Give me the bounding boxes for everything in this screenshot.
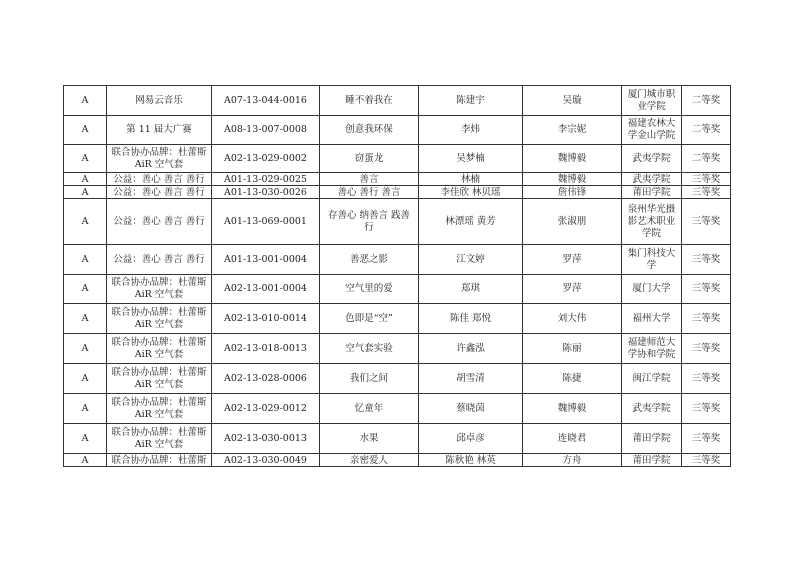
authors-cell: 陈建宇 (419, 86, 523, 116)
category-cell: A (64, 304, 107, 334)
table-row (64, 334, 731, 364)
entry-code-cell: A02-13-018-0013 (212, 334, 320, 364)
brand-cell: 联合协办品牌：杜蕾斯 AiR 空气套 (107, 334, 212, 364)
work-title-cell: 存善心 纳善言 践善 行 (320, 199, 419, 245)
work-title-cell: 创意我环保 (320, 116, 419, 145)
advisor-cell: 詹伟锋 (523, 186, 622, 199)
authors-cell: 林楠 (419, 173, 523, 186)
entry-code-cell: A02-13-001-0004 (212, 275, 320, 304)
advisor-cell: 刘大伟 (523, 304, 622, 334)
advisor-cell: 方舟 (523, 454, 622, 467)
award-cell: 三等奖 (682, 394, 731, 424)
awards-table-body (64, 86, 731, 467)
category-cell: A (64, 145, 107, 173)
entry-code-cell: A02-13-029-0002 (212, 145, 320, 173)
entry-code-cell: A01-13-029-0025 (212, 173, 320, 186)
award-cell: 二等奖 (682, 116, 731, 145)
category-cell: A (64, 186, 107, 199)
authors-cell: 邱卓彦 (419, 424, 523, 454)
school-cell: 福州大学 (622, 304, 682, 334)
entry-code-cell: A02-13-029-0012 (212, 394, 320, 424)
category-cell: A (64, 199, 107, 245)
school-cell: 武夷学院 (622, 394, 682, 424)
authors-cell: 李佳欣 林贝瑶 (419, 186, 523, 199)
entry-code-cell: A01-13-069-0001 (212, 199, 320, 245)
table-row (64, 199, 731, 245)
table-row (64, 145, 731, 173)
authors-cell: 蔡晓茵 (419, 394, 523, 424)
table-row (64, 245, 731, 275)
school-cell: 莆田学院 (622, 186, 682, 199)
school-cell: 莆田学院 (622, 454, 682, 467)
category-cell: A (64, 275, 107, 304)
table-row (64, 364, 731, 394)
award-cell: 三等奖 (682, 364, 731, 394)
award-cell: 三等奖 (682, 304, 731, 334)
work-title-cell: 空气里的爱 (320, 275, 419, 304)
category-cell: A (64, 424, 107, 454)
brand-cell: 联合协办品牌：杜蕾斯 AiR 空气套 (107, 145, 212, 173)
award-cell: 三等奖 (682, 199, 731, 245)
work-title-cell: 善心 善行 善言 (320, 186, 419, 199)
advisor-cell: 魏博毅 (523, 145, 622, 173)
brand-cell: 联合协办品牌：杜蕾斯 AiR 空气套 (107, 424, 212, 454)
award-cell: 三等奖 (682, 454, 731, 467)
brand-cell: 联合协办品牌：杜蕾斯 AiR 空气套 (107, 275, 212, 304)
authors-cell: 陈秋艳 林英 (419, 454, 523, 467)
table-row (64, 424, 731, 454)
school-cell: 集门科技大 学 (622, 245, 682, 275)
school-cell: 武夷学院 (622, 173, 682, 186)
entry-code-cell: A02-13-028-0006 (212, 364, 320, 394)
advisor-cell: 李宗妮 (523, 116, 622, 145)
authors-cell: 许鑫泓 (419, 334, 523, 364)
award-cell: 三等奖 (682, 275, 731, 304)
table-row (64, 86, 731, 116)
work-title-cell: 色即是“空” (320, 304, 419, 334)
brand-cell: 公益：善心 善言 善行 (107, 199, 212, 245)
authors-cell: 胡雪清 (419, 364, 523, 394)
entry-code-cell: A01-13-001-0004 (212, 245, 320, 275)
award-cell: 三等奖 (682, 245, 731, 275)
award-cell: 三等奖 (682, 334, 731, 364)
entry-code-cell: A07-13-044-0016 (212, 86, 320, 116)
school-cell: 厦门大学 (622, 275, 682, 304)
brand-cell: 联合协办品牌：杜蕾斯 AiR 空气套 (107, 394, 212, 424)
school-cell: 闽江学院 (622, 364, 682, 394)
school-cell: 武夷学院 (622, 145, 682, 173)
category-cell: A (64, 394, 107, 424)
award-cell: 二等奖 (682, 86, 731, 116)
school-cell: 泉州华光摄 影艺术职业 学院 (622, 199, 682, 245)
work-title-cell: 善言 (320, 173, 419, 186)
brand-cell: 公益：善心 善言 善行 (107, 245, 212, 275)
school-cell: 福建农林大 学金山学院 (622, 116, 682, 145)
authors-cell: 吴梦楠 (419, 145, 523, 173)
school-cell: 莆田学院 (622, 424, 682, 454)
category-cell: A (64, 364, 107, 394)
entry-code-cell: A02-13-030-0049 (212, 454, 320, 467)
category-cell: A (64, 245, 107, 275)
work-title-cell: 睡不着我在 (320, 86, 419, 116)
brand-cell: 联合协办品牌：杜蕾斯 AiR 空气套 (107, 304, 212, 334)
table-row (64, 454, 731, 467)
authors-cell: 李炜 (419, 116, 523, 145)
table-row (64, 304, 731, 334)
work-title-cell: 窃蛋龙 (320, 145, 419, 173)
advisor-cell: 魏博毅 (523, 173, 622, 186)
brand-cell: 第 11 届大广赛 (107, 116, 212, 145)
brand-cell: 联合协办品牌：杜蕾斯 (107, 454, 212, 467)
work-title-cell: 忆童年 (320, 394, 419, 424)
brand-cell: 公益：善心 善言 善行 (107, 173, 212, 186)
work-title-cell: 空气套实验 (320, 334, 419, 364)
category-cell: A (64, 86, 107, 116)
entry-code-cell: A01-13-030-0026 (212, 186, 320, 199)
school-cell: 厦门城市职 业学院 (622, 86, 682, 116)
advisor-cell: 陈丽 (523, 334, 622, 364)
table-row (64, 116, 731, 145)
brand-cell: 联合协办品牌：杜蕾斯 AiR 空气套 (107, 364, 212, 394)
brand-cell: 网易云音乐 (107, 86, 212, 116)
table-row (64, 173, 731, 186)
advisor-cell: 张淑朋 (523, 199, 622, 245)
school-cell: 福建师范大 学协和学院 (622, 334, 682, 364)
authors-cell: 陈佳 郑悦 (419, 304, 523, 334)
award-cell: 三等奖 (682, 173, 731, 186)
authors-cell: 郑琪 (419, 275, 523, 304)
brand-cell: 公益：善心 善言 善行 (107, 186, 212, 199)
advisor-cell: 魏博毅 (523, 394, 622, 424)
entry-code-cell: A02-13-010-0014 (212, 304, 320, 334)
work-title-cell: 我们之间 (320, 364, 419, 394)
table-row (64, 275, 731, 304)
award-cell: 三等奖 (682, 424, 731, 454)
award-cell: 三等奖 (682, 186, 731, 199)
category-cell: A (64, 173, 107, 186)
table-row (64, 186, 731, 199)
category-cell: A (64, 454, 107, 467)
advisor-cell: 陈捷 (523, 364, 622, 394)
entry-code-cell: A02-13-030-0013 (212, 424, 320, 454)
awards-table (63, 85, 731, 467)
work-title-cell: 亲密爱人 (320, 454, 419, 467)
category-cell: A (64, 334, 107, 364)
advisor-cell: 罗萍 (523, 275, 622, 304)
authors-cell: 江文婷 (419, 245, 523, 275)
table-row (64, 394, 731, 424)
category-cell: A (64, 116, 107, 145)
advisor-cell: 罗萍 (523, 245, 622, 275)
advisor-cell: 连晓君 (523, 424, 622, 454)
work-title-cell: 水果 (320, 424, 419, 454)
work-title-cell: 善恶之影 (320, 245, 419, 275)
award-cell: 二等奖 (682, 145, 731, 173)
authors-cell: 林漂瑶 黄芳 (419, 199, 523, 245)
advisor-cell: 吴璇 (523, 86, 622, 116)
entry-code-cell: A08-13-007-0008 (212, 116, 320, 145)
